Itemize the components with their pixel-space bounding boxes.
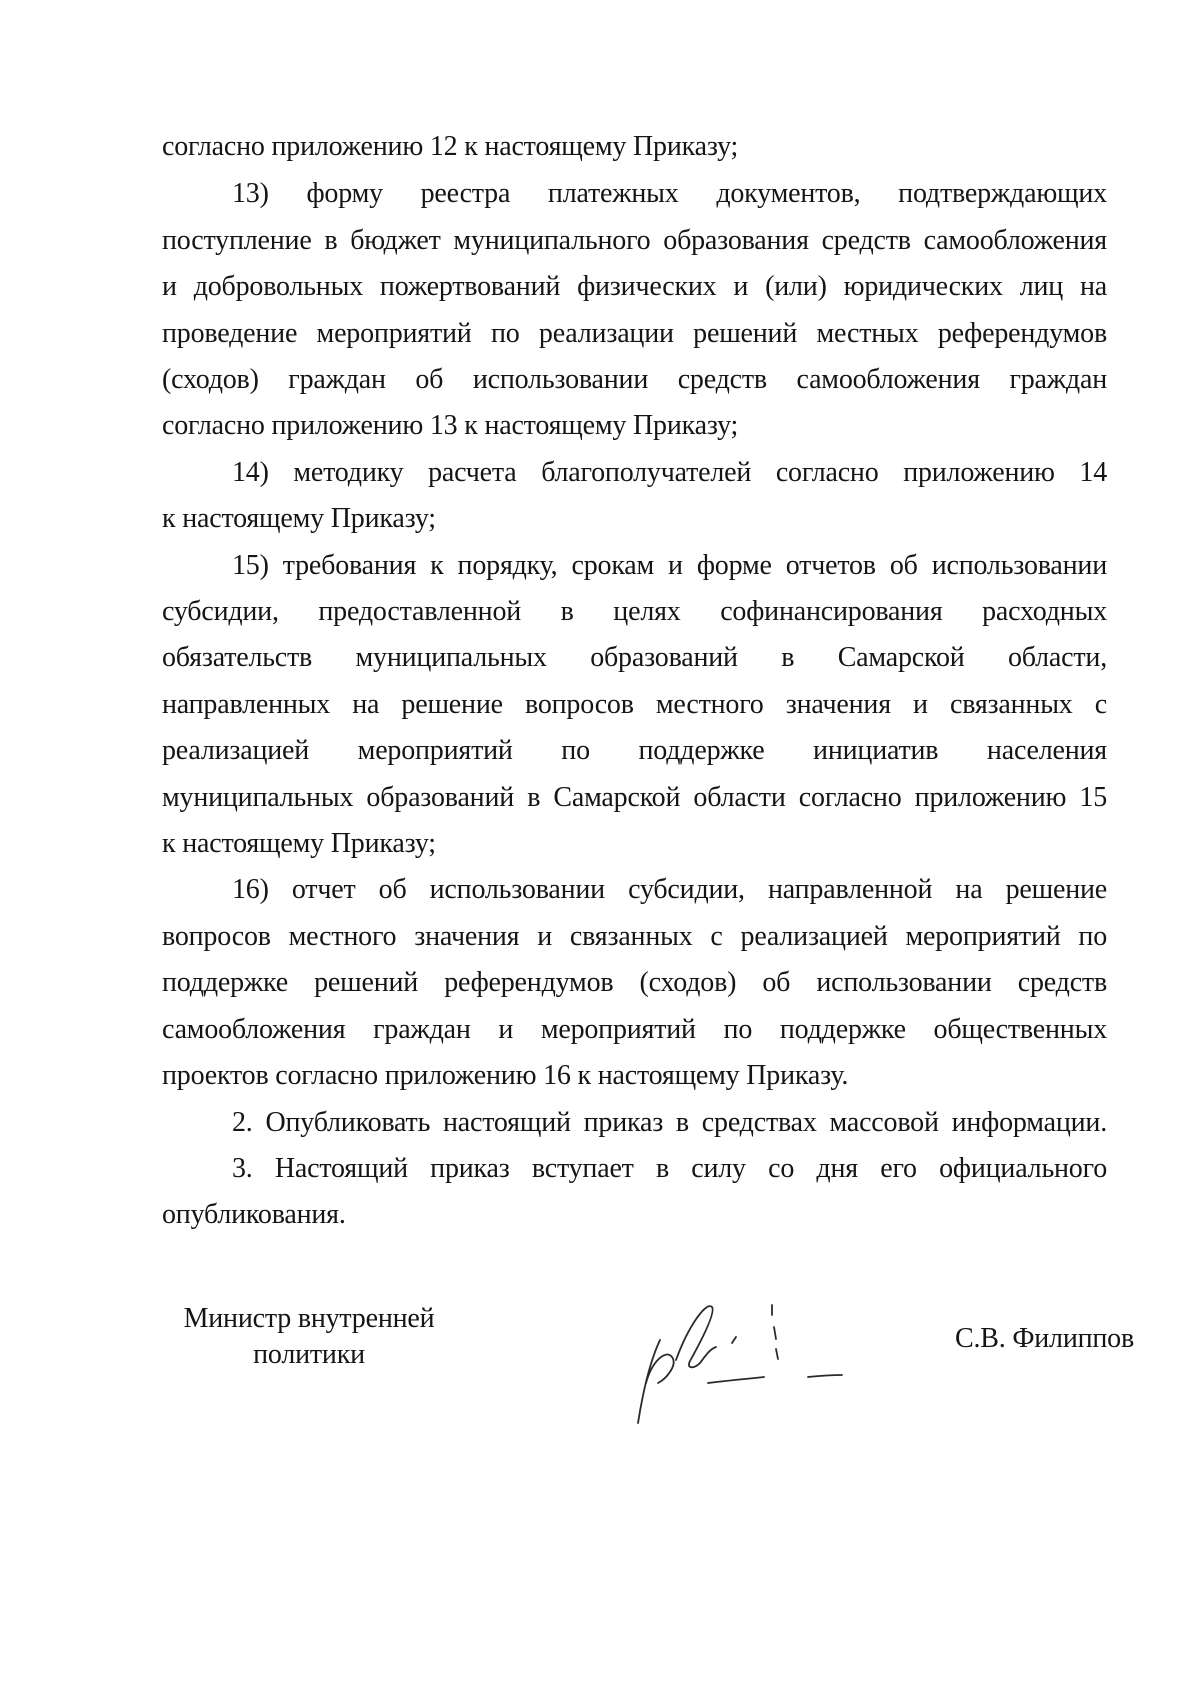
text-line: поддержке решений референдумов (сходов) об использовании средств [162, 967, 1107, 998]
text-line: (сходов) граждан об использовании средств самообложения граждан [162, 364, 1107, 395]
signatory-position-line2: политики [253, 1339, 365, 1370]
handwritten-signature [620, 1265, 860, 1430]
list-item-15-line: 15) требования к порядку, срокам и форме отчетов об использовании [232, 550, 1107, 581]
text-line: опубликования. [162, 1199, 346, 1230]
signatory-position-line1: Министр внутренней [183, 1303, 435, 1334]
text-line: самообложения граждан и мероприятий по поддержке общественных [162, 1014, 1107, 1045]
text-line: вопросов местного значения и связанных с реализацией мероприятий по [162, 921, 1107, 952]
text-line: проведение мероприятий по реализации решений местных референдумов [162, 318, 1107, 349]
text-line: согласно приложению 12 к настоящему Приказу; [162, 131, 739, 162]
list-item-13-line: 13) форму реестра платежных документов, подтверждающих [232, 178, 1107, 209]
text-line: поступление в бюджет муниципального образования средств самообложения [162, 225, 1107, 256]
signatory-position [178, 1302, 440, 1374]
paragraph-3-line: 3. Настоящий приказ вступает в силу со дня его официального [232, 1153, 1107, 1184]
text-line: согласно приложению 13 к настоящему Приказу; [162, 410, 739, 441]
text-line: и добровольных пожертвований физических и (или) юридических лиц на [162, 271, 1107, 302]
paragraph-2-line: 2. Опубликовать настоящий приказ в средствах массовой информации. [232, 1107, 1107, 1138]
text-line: субсидии, предоставленной в целях софинансирования расходных [162, 596, 1107, 627]
text-line: реализацией мероприятий по поддержке инициатив населения [162, 735, 1107, 766]
list-item-14-line: 14) методику расчета благополучателей согласно приложению 14 [232, 457, 1107, 488]
text-line: проектов согласно приложению 16 к настоящему Приказу. [162, 1060, 849, 1091]
text-line: обязательств муниципальных образований в Самарской области, [162, 642, 1107, 673]
text-line: к настоящему Приказу; [162, 503, 436, 534]
text-line: к настоящему Приказу; [162, 828, 436, 859]
list-item-16-line: 16) отчет об использовании субсидии, направленной на решение [232, 874, 1107, 905]
signatory-name: С.В. Филиппов [955, 1323, 1135, 1354]
text-line: муниципальных образований в Самарской области согласно приложению 15 [162, 782, 1107, 813]
text-line: направленных на решение вопросов местного значения и связанных с [162, 689, 1107, 720]
